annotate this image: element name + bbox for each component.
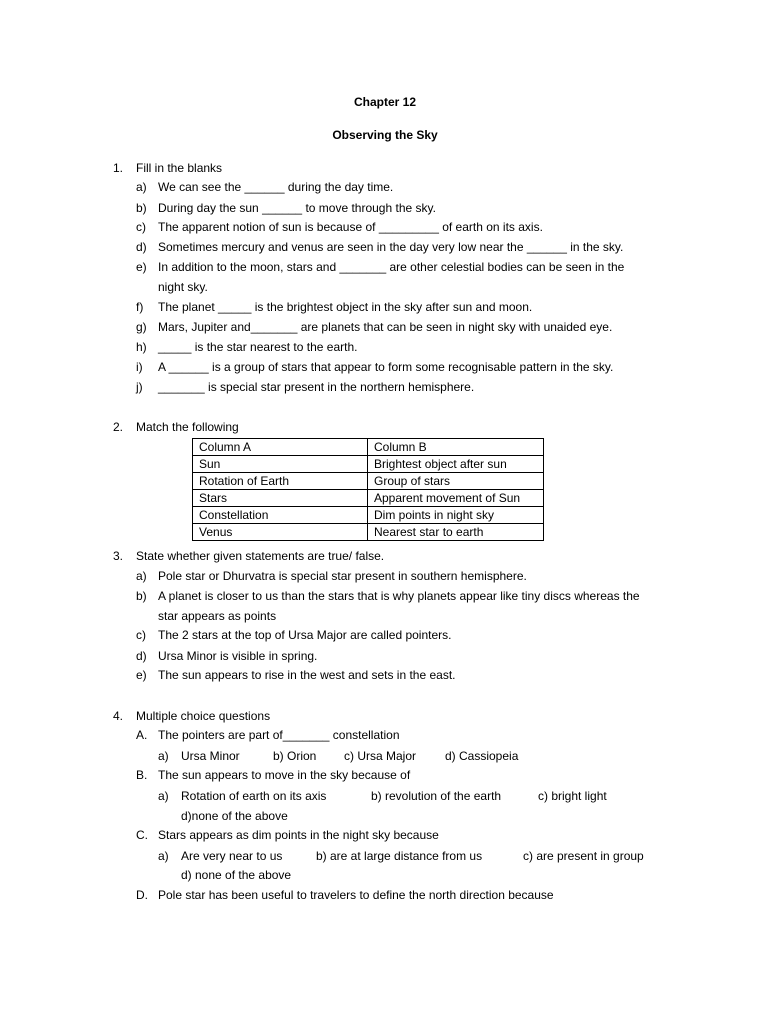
q1-item-label: j): [136, 380, 143, 394]
q1-item-text: During day the sun ______ to move through the sky.: [158, 201, 436, 215]
mcq-option: b) Orion: [273, 749, 317, 763]
q1-item-text: Mars, Jupiter and_______ are planets that can be seen in night sky with unaided eye.: [158, 320, 613, 334]
chapter-title: Chapter 12: [353, 95, 417, 109]
mcq-option-label: a): [158, 789, 169, 803]
table-cell: Dim points in night sky: [368, 507, 544, 524]
q4-heading: Multiple choice questions: [136, 709, 271, 723]
q1-number: 1.: [113, 161, 124, 175]
table-row: [193, 507, 544, 524]
q1-item-text: Sometimes mercury and venus are seen in the day very low near the ______ in the sky.: [158, 240, 624, 254]
q1-item-label: f): [136, 300, 144, 314]
table-row: [193, 456, 544, 473]
q1-item-text: The planet _____ is the brightest object in the sky after sun and moon.: [158, 300, 533, 314]
table-cell: Apparent movement of Sun: [368, 490, 544, 507]
mcq-option: d)none of the above: [181, 809, 288, 823]
q1-item-text: _____ is the star nearest to the earth.: [158, 340, 358, 354]
table-cell: Column B: [368, 439, 544, 456]
q3-item-label: b): [136, 589, 147, 603]
q1-item-label: a): [136, 180, 147, 194]
mcq-option-label: a): [158, 849, 169, 863]
q3-heading: State whether given statements are true/ false.: [136, 549, 385, 563]
table-cell: Column A: [193, 439, 368, 456]
q3-item-label: e): [136, 668, 147, 682]
q2-heading: Match the following: [136, 420, 239, 434]
mcq-question: The pointers are part of_______ constellation: [158, 728, 400, 742]
q3-item-text: Pole star or Dhurvatra is special star present in southern hemisphere.: [158, 569, 527, 583]
mcq-option: c) bright light: [538, 789, 607, 803]
q4-number: 4.: [113, 709, 124, 723]
match-table: [192, 438, 544, 541]
q3-number: 3.: [113, 549, 124, 563]
q1-item-text: We can see the ______ during the day time.: [158, 180, 394, 194]
q3-item-text: A planet is closer to us than the stars that is why planets appear like tiny discs whereas the: [158, 589, 640, 603]
mcq-option: Ursa Minor: [181, 749, 240, 763]
q1-item-label: b): [136, 201, 147, 215]
mcq-question: Pole star has been useful to travelers to define the north direction because: [158, 888, 554, 902]
q3-item-text: The sun appears to rise in the west and sets in the east.: [158, 668, 456, 682]
mcq-option-label: a): [158, 749, 169, 763]
table-cell: Nearest star to earth: [368, 524, 544, 541]
q1-item-label: h): [136, 340, 147, 354]
mcq-option: c) are present in group: [523, 849, 644, 863]
mcq-label: B.: [136, 768, 148, 782]
table-cell: Stars: [193, 490, 368, 507]
mcq-label: C.: [136, 828, 148, 842]
mcq-option: c) Ursa Major: [344, 749, 417, 763]
q1-item-label: i): [136, 360, 143, 374]
mcq-label: A.: [136, 728, 148, 742]
table-row: [193, 473, 544, 490]
table-cell: Sun: [193, 456, 368, 473]
q1-item-text: A ______ is a group of stars that appear to form some recognisable pattern in the sky.: [158, 360, 614, 374]
mcq-option: d) none of the above: [181, 868, 292, 882]
table-cell: Constellation: [193, 507, 368, 524]
mcq-question: The sun appears to move in the sky because of: [158, 768, 411, 782]
q1-heading: Fill in the blanks: [136, 161, 223, 175]
q1-item-text-cont: night sky.: [158, 280, 208, 294]
chapter-subtitle: Observing the Sky: [332, 128, 438, 142]
table-cell: Group of stars: [368, 473, 544, 490]
q3-item-label: a): [136, 569, 147, 583]
table-cell: Rotation of Earth: [193, 473, 368, 490]
q3-item-text-cont: star appears as points: [158, 609, 277, 623]
q1-item-text: _______ is special star present in the northern hemisphere.: [158, 380, 475, 394]
mcq-option: d) Cassiopeia: [445, 749, 519, 763]
q3-item-label: d): [136, 649, 147, 663]
table-row: [193, 490, 544, 507]
mcq-label: D.: [136, 888, 148, 902]
table-cell: Venus: [193, 524, 368, 541]
q3-item-label: c): [136, 628, 146, 642]
table-cell: Brightest object after sun: [368, 456, 544, 473]
mcq-question: Stars appears as dim points in the night sky because: [158, 828, 439, 842]
mcq-option: Rotation of earth on its axis: [181, 789, 327, 803]
table-row: [193, 524, 544, 541]
mcq-option: b) revolution of the earth: [371, 789, 502, 803]
q1-item-text: In addition to the moon, stars and _______ are other celestial bodies can be seen in the: [158, 260, 625, 274]
mcq-option: Are very near to us: [181, 849, 283, 863]
table-header-row: [193, 439, 544, 456]
q1-item-text: The apparent notion of sun is because of _________ of earth on its axis.: [158, 220, 543, 234]
q1-item-label: g): [136, 320, 147, 334]
q3-item-text: The 2 stars at the top of Ursa Major are called pointers.: [158, 628, 452, 642]
q3-item-text: Ursa Minor is visible in spring.: [158, 649, 318, 663]
q1-item-label: c): [136, 220, 146, 234]
q1-item-label: d): [136, 240, 147, 254]
q2-number: 2.: [113, 420, 124, 434]
mcq-option: b) are at large distance from us: [316, 849, 483, 863]
q1-item-label: e): [136, 260, 147, 274]
